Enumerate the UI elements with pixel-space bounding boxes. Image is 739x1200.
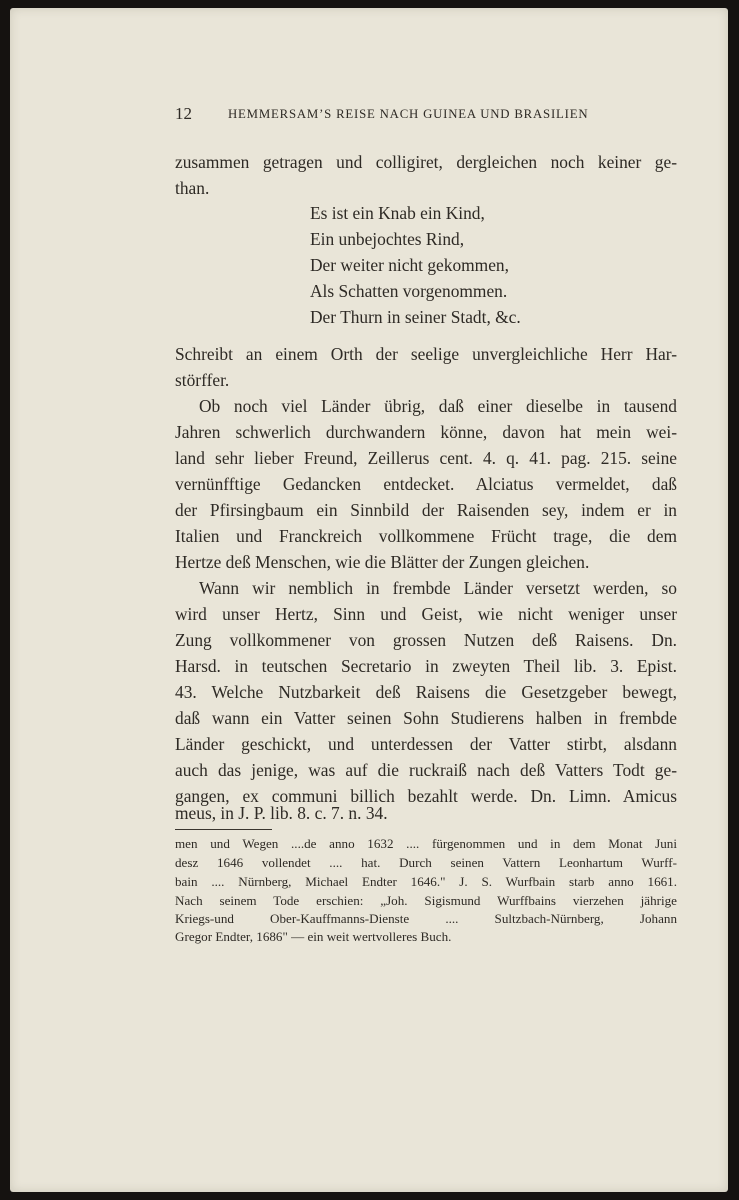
body-line: wird unser Hertz, Sinn und Geist, wie nicht weniger unser: [175, 604, 677, 624]
footnote-line: Nach seinem Tode erschien: „Joh. Sigismund Wurffbains vierzehen jährige: [175, 893, 677, 908]
body-line: Schreibt an einem Orth der seelige unvergleichliche Herr Har-: [175, 344, 677, 364]
body-line: meus, in J. P. lib. 8. c. 7. n. 34.: [175, 803, 388, 823]
body-line: auch das jenige, was auf die ruckraiß nach deß Vatters Todt ge-: [175, 760, 677, 780]
footnote-line: Gregor Endter, 1686" — ein weit wertvolleres Buch.: [175, 929, 452, 944]
body-line: than.: [175, 178, 210, 198]
paragraph-first-line: Ob noch viel Länder übrig, daß einer dieselbe in tausend: [199, 396, 677, 416]
paragraph-first-line: Wann wir nemblich in frembde Länder versetzt werden, so: [199, 578, 677, 598]
body-line: störffer.: [175, 370, 230, 390]
footnote-line: Kriegs-und Ober-Kauffmanns-Dienste .... Sultzbach-Nürnberg, Johann: [175, 911, 677, 926]
body-line: 43. Welche Nutzbarkeit deß Raisens die Gesetzgeber bewegt,: [175, 682, 677, 702]
verse-line: Der weiter nicht gekommen,: [310, 255, 509, 275]
verse-line: Es ist ein Knab ein Kind,: [310, 203, 485, 223]
footnote-rule: [175, 829, 272, 830]
footnote-line: desz 1646 vollendet .... hat. Durch seinen Vattern Leonhartum Wurff-: [175, 855, 677, 870]
body-line: land sehr lieber Freund, Zeillerus cent. 4. q. 41. pag. 215. seine: [175, 448, 677, 468]
body-line: Harsd. in teutschen Secretario in zweyten Theil lib. 3. Epist.: [175, 656, 677, 676]
body-line: Italien und Franckreich vollkommene Frücht trage, die dem: [175, 526, 677, 546]
body-line: daß wann ein Vatter seinen Sohn Studierens halben in frembde: [175, 708, 677, 728]
running-title: HEMMERSAM’S REISE NACH GUINEA UND BRASILIEN: [228, 107, 589, 121]
body-line: Länder geschickt, und unterdessen der Vatter stirbt, alsdann: [175, 734, 677, 754]
body-line: Jahren schwerlich durchwandern könne, davon hat mein wei-: [175, 422, 677, 442]
body-line: der Pfirsingbaum ein Sinnbild der Raisenden sey, indem er in: [175, 500, 677, 520]
body-line: gangen, ex communi billich bezahlt werde. Dn. Limn. Amicus: [175, 786, 677, 806]
verse-line: Der Thurn in seiner Stadt, &c.: [310, 307, 521, 327]
page-number: 12: [175, 104, 192, 123]
body-line: vernünfftige Gedancken entdecket. Alciatus vermeldet, daß: [175, 474, 677, 494]
body-line: Hertze deß Menschen, wie die Blätter der Zungen gleichen.: [175, 552, 590, 572]
footnote-line: bain .... Nürnberg, Michael Endter 1646." J. S. Wurfbain starb anno 1661.: [175, 874, 677, 889]
running-header: [166, 100, 636, 130]
verse-line: Als Schatten vorgenommen.: [310, 281, 508, 301]
body-line: Zung vollkommener von grossen Nutzen deß Raisens. Dn.: [175, 630, 677, 650]
body-line: zusammen getragen und colligiret, dergleichen noch keiner ge-: [175, 152, 677, 172]
footnote-line: men und Wegen ....de anno 1632 .... fürgenommen und in dem Monat Juni: [175, 836, 677, 851]
verse-line: Ein unbejochtes Rind,: [310, 229, 465, 249]
